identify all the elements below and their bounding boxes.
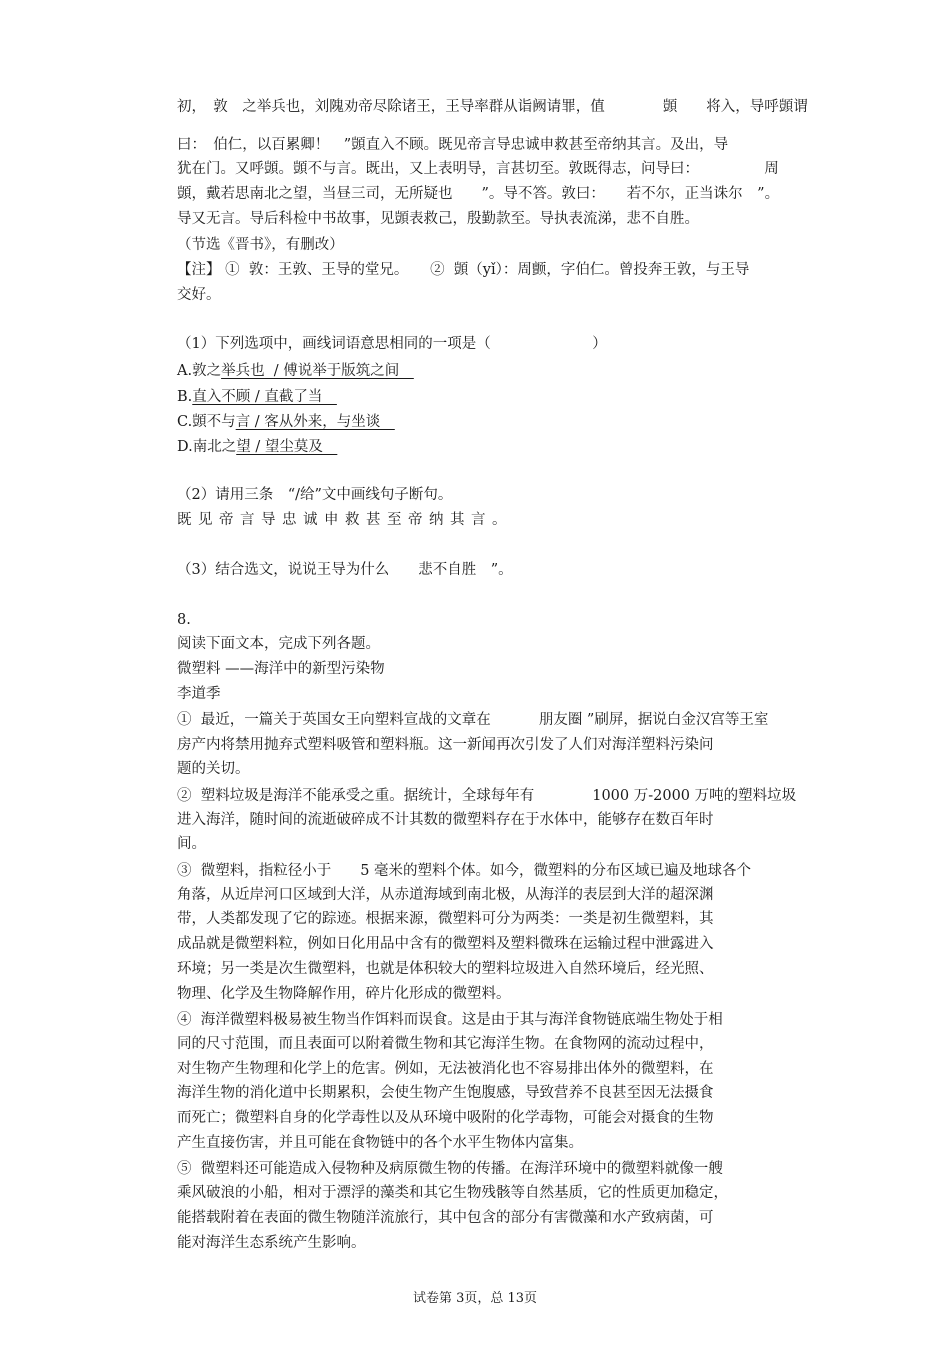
p1-line: 题的关切。	[177, 761, 250, 777]
article-title: 微塑料 ——海洋中的新型污染物	[177, 661, 385, 677]
p3-line: ③ 微塑料，指粒径小于 5 毫米的塑料个体。如今，微塑料的分布区域已遍及地球各个	[177, 863, 752, 879]
p4-line: 海洋生物的消化道中长期累积，会使生物产生饱腹感，导致营养不良甚至因无法摄食	[177, 1085, 714, 1101]
option-b-underlined: 直入不顾 / 直截了当	[192, 389, 337, 405]
q8-number: 8.	[177, 612, 191, 628]
p4-line: 而死亡；微塑料自身的化学毒性以及从环境中吸附的化学毒物，可能会对摄食的生物	[177, 1110, 714, 1126]
p2-line: ② 塑料垃圾是海洋不能承受之重。据统计，全球每年有 1000 万-2000 万吨的塑料垃圾	[177, 788, 797, 804]
q3-stem: （3）结合选文，说说王导为什么 悲不自胜 ”。	[177, 562, 513, 578]
p5-line: 能搭载附着在表面的微生物随洋流旅行，其中包含的部分有害微藻和水产致病菌，可	[177, 1210, 714, 1226]
p1-line: ① 最近，一篇关于英国女王向塑料宣战的文章在 朋友圈 ”刷屏，据说白金汉宫等王室	[177, 712, 769, 728]
p4-line: 同的尺寸范围，而且表面可以附着微生物和其它海洋生物。在食物网的流动过程中，	[177, 1036, 714, 1052]
q8-instruction: 阅读下面文本，完成下列各题。	[177, 636, 380, 652]
article-author: 李道季	[177, 686, 221, 702]
classical-line-4: 顗，戴若思南北之望，当昼三司，无所疑也 ”。导不答。敦曰： 若不尔，正当诛尔 ”。	[177, 186, 780, 202]
annotation-line-1: 【注】 ① 敦：王敦、王导的堂兄。 ② 顗（yǐ）：周颤，字伯仁。曾投奔王敦，与王导	[177, 262, 750, 278]
option-d-underlined: 望 / 望尘莫及	[236, 439, 338, 455]
p5-line: ⑤ 微塑料还可能造成入侵物种及病原微生物的传播。在海洋环境中的微塑料就像一艘	[177, 1161, 723, 1177]
q2-stem: （2）请用三条 “/给”文中画线句子断句。	[177, 487, 453, 503]
source-note: （节选《晋书》，有删改）	[177, 237, 344, 253]
classical-line-5: 导又无言。导后科检中书故事，见顗表救己，殷勤款至。导执表流涕，悲不自胜。	[177, 211, 699, 227]
option-a-underlined: 举兵也 / 傅说举于版筑之间	[221, 363, 414, 379]
q1-option-d	[177, 438, 337, 456]
p4-line: 产生直接伤害，并且可能在食物链中的各个水平生物体内富集。	[177, 1135, 583, 1151]
classical-line-3: 犹在门。又呼顗。顗不与言。既出，又上表明导，言甚切至。敦既得志，问导曰： 周	[177, 161, 779, 177]
p4-line: 对生物产生物理和化学上的危害。例如，无法被消化也不容易排出体外的微塑料，在	[177, 1061, 714, 1077]
p5-line: 能对海洋生态系统产生影响。	[177, 1235, 366, 1251]
option-c-prefix: C.顗不与	[177, 414, 236, 430]
classical-line-1: 初， 敦 之举兵也，刘隗劝帝尽除诸王，王导率群从诣阙请罪，值 顗 将入，导呼顗谓	[177, 99, 808, 115]
option-c-underlined: 言 / 客从外来，与坐谈	[235, 414, 395, 430]
annotation-line-2: 交好。	[177, 287, 221, 303]
p3-line: 成品就是微塑料粒，例如日化用品中含有的微塑料及塑料微珠在运输过程中泄露进入	[177, 936, 714, 952]
q1-option-a	[177, 362, 414, 380]
p3-line: 角落，从近岸河口区域到大洋，从赤道海域到南北极，从海洋的表层到大洋的超深渊	[177, 887, 714, 903]
p3-line: 带，人类都发现了它的踪迹。根据来源，微塑料可分为两类：一类是初生微塑料，其	[177, 911, 714, 927]
p3-line: 物理、化学及生物降解作用，碎片化形成的微塑料。	[177, 986, 511, 1002]
q1-option-b	[177, 388, 337, 406]
p4-line: ④ 海洋微塑料极易被生物当作饵料而误食。这是由于其与海洋食物链底端生物处于相	[177, 1012, 723, 1028]
option-a-prefix: A.敦之	[177, 363, 222, 379]
p2-line: 进入海洋，随时间的流逝破碎成不计其数的微塑料存在于水体中，能够存在数百年时	[177, 812, 714, 828]
p3-line: 环境；另一类是次生微塑料，也就是体积较大的塑料垃圾进入自然环境后，经光照、	[177, 961, 714, 977]
page-footer: 试卷第 3页，总 13页	[412, 1291, 538, 1306]
q2-sentence: 既见帝言导忠诚申救甚至帝纳其言。	[177, 512, 513, 528]
q1-stem: （1）下列选项中，画线词语意思相同的一项是（ ）	[177, 336, 607, 352]
option-b-prefix: B.	[177, 389, 193, 405]
p2-line: 间。	[177, 836, 206, 852]
classical-line-2: 曰： 伯仁，以百累卿！ ”顗直入不顾。既见帝言导忠诚申救甚至帝纳其言。及出，导	[177, 137, 729, 153]
option-d-prefix: D.南北之	[177, 439, 237, 455]
q1-option-c	[177, 413, 395, 431]
p1-line: 房产内将禁用抛弃式塑料吸管和塑料瓶。这一新闻再次引发了人们对海洋塑料污染问	[177, 737, 714, 753]
p5-line: 乘风破浪的小船，相对于漂浮的藻类和其它生物残骸等自然基质，它的性质更加稳定，	[177, 1185, 728, 1201]
